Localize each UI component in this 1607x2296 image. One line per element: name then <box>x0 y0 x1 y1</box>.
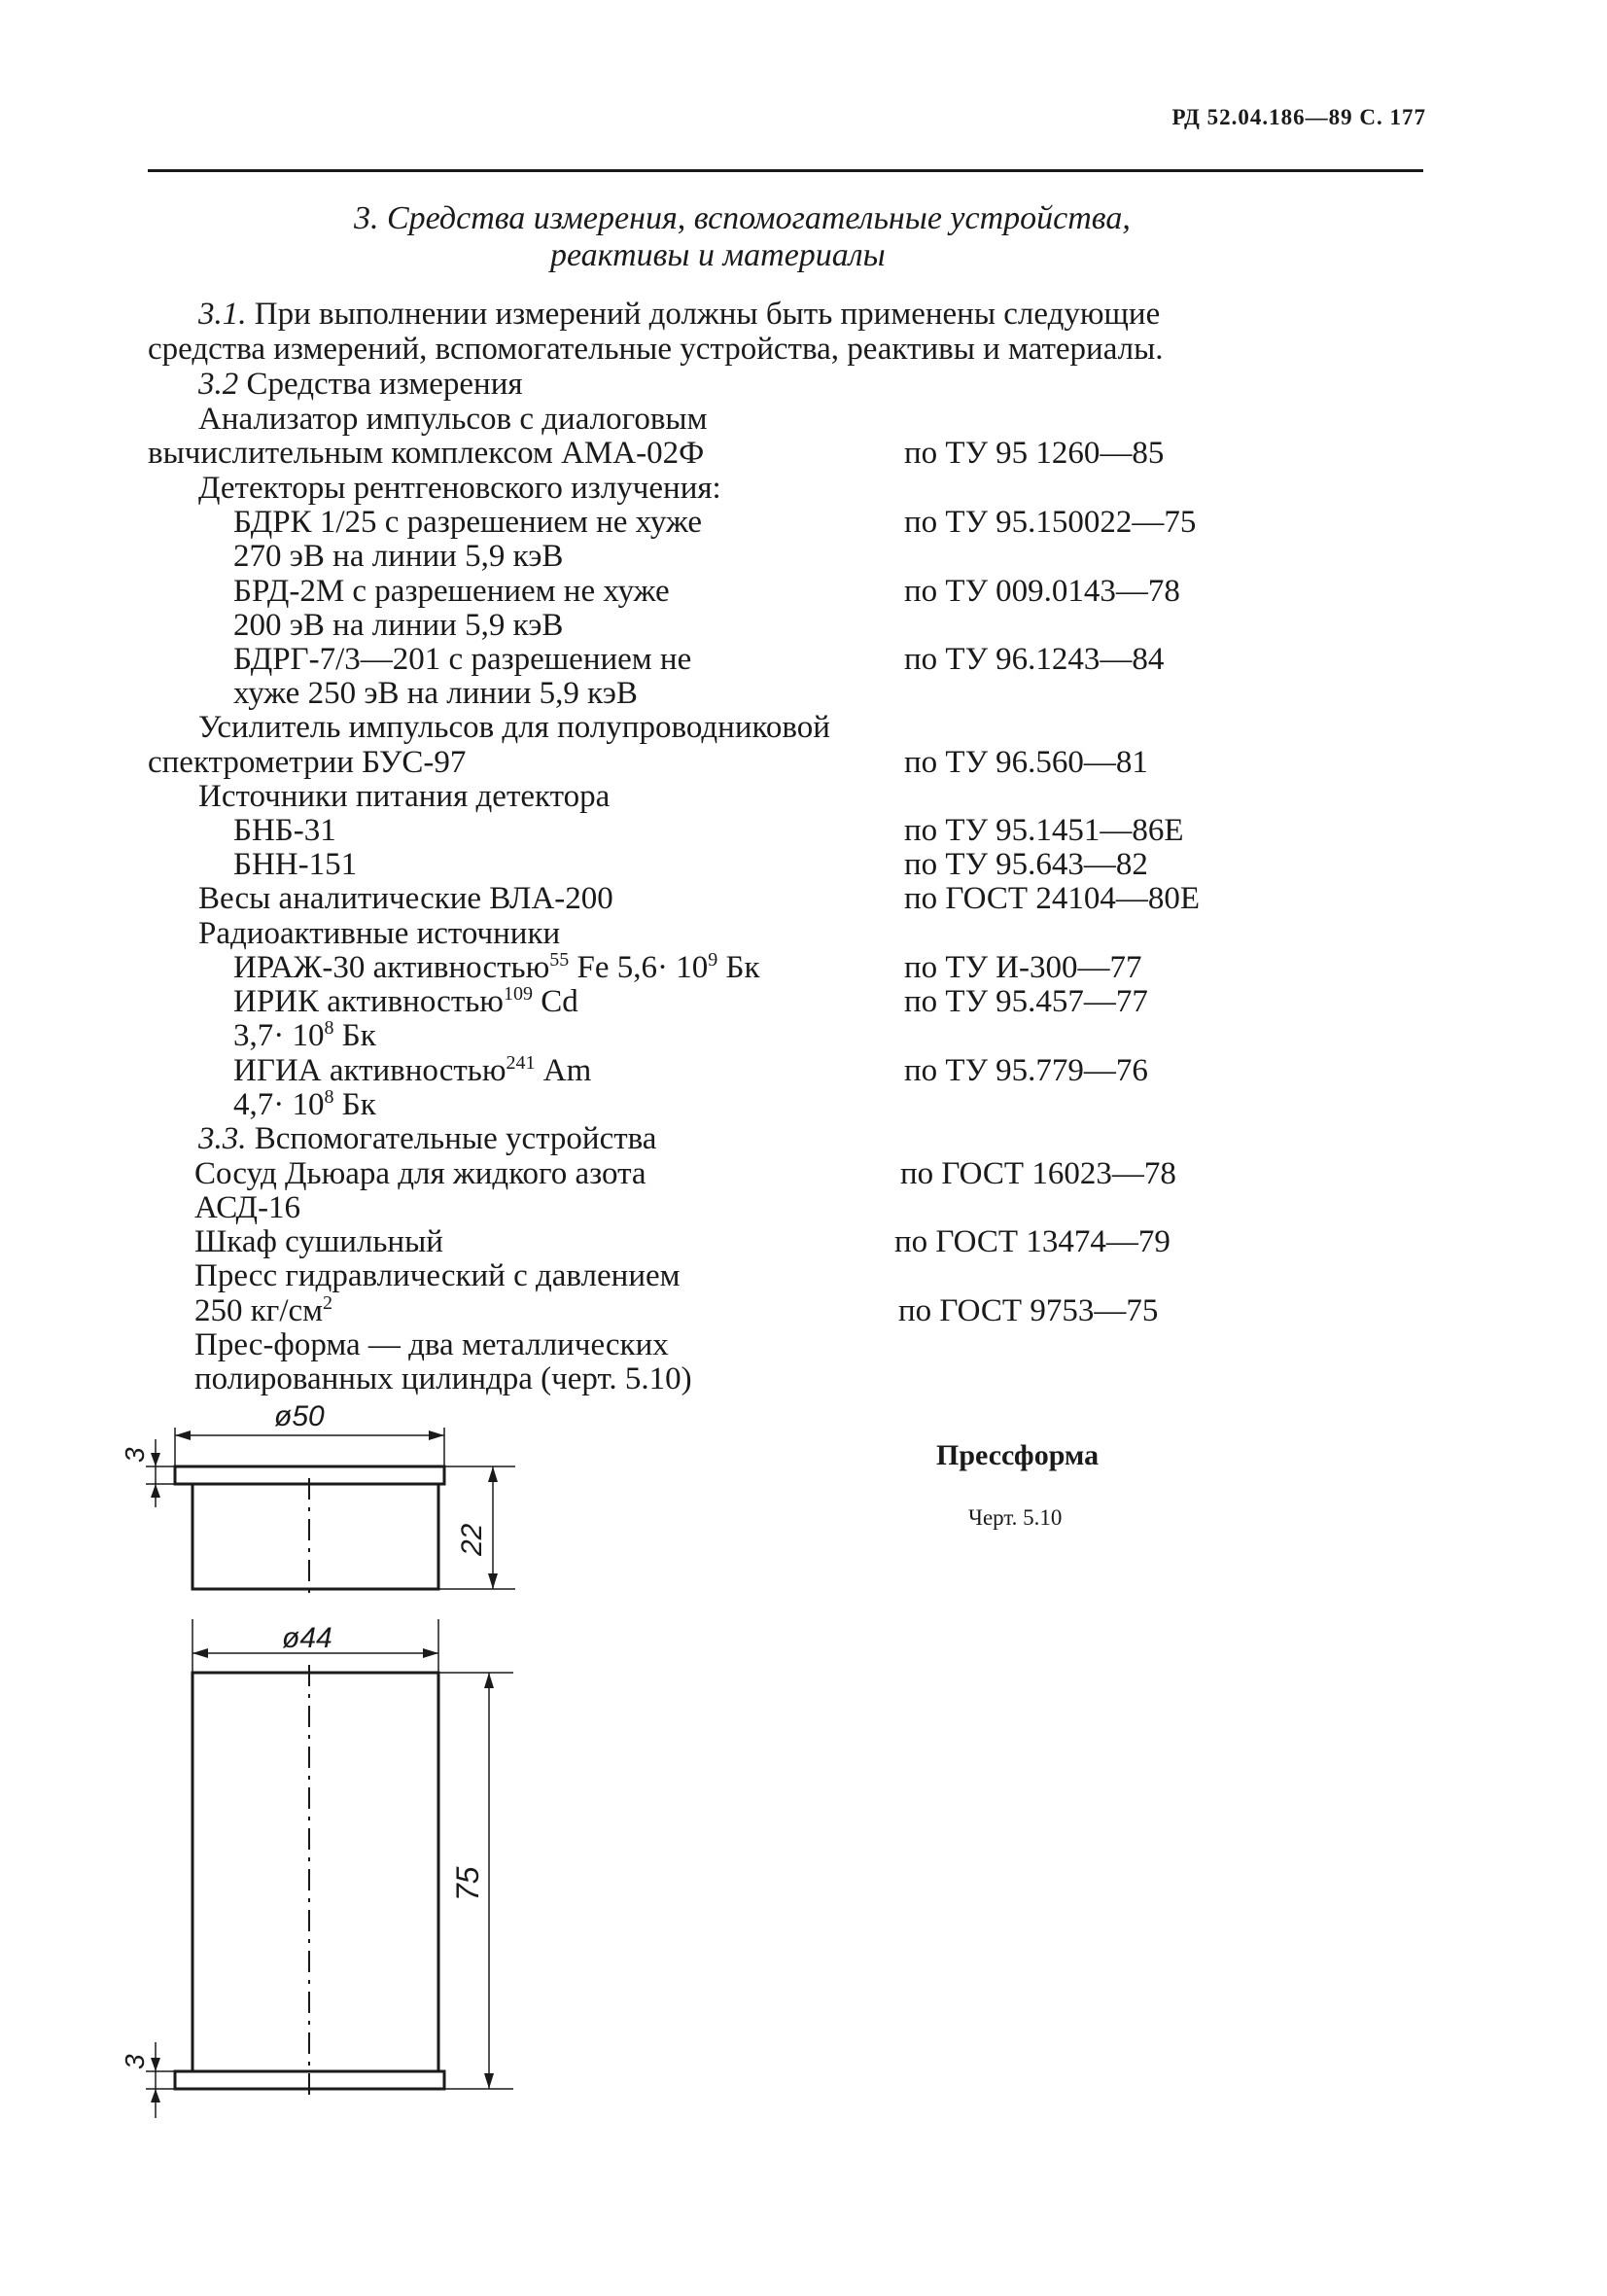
item-standard-ref: по ТУ 95.150022—75 <box>904 505 1197 540</box>
top-height-label: 22 <box>456 1523 488 1556</box>
item-text: Детекторы рентгеновского излучения: <box>198 471 721 506</box>
paragraph-3-1-line2: средства измерений, вспомогательные устройства, реактивы и материалы. <box>148 332 1164 367</box>
item-text: Анализатор импульсов с диалоговым <box>198 402 708 437</box>
item-text: 200 эВ на линии 5,9 кэВ <box>233 608 564 643</box>
item-standard-ref: по ТУ 96.1243—84 <box>904 642 1165 677</box>
item-standard-ref: по ГОСТ 9753—75 <box>898 1293 1159 1328</box>
item-text: Шкаф сушильный <box>194 1224 443 1259</box>
item-standard-ref: по ТУ 95 1260—85 <box>904 436 1165 471</box>
paragraph-text: Вспомогательные устройства <box>254 1121 657 1156</box>
section-title-line2: реактивы и материалы <box>550 237 886 273</box>
activity-value: $3,7\cdot 10^8$ Бк <box>233 1017 376 1053</box>
item-standard-ref: по ТУ 95.457—77 <box>904 984 1148 1019</box>
item-standard-ref: по ТУ 95.1451—86Е <box>904 813 1184 848</box>
bottom-rim-label: 3 <box>120 2054 150 2069</box>
item-text: Усилитель импульсов для полупроводниковой <box>198 710 830 745</box>
item-text: БНН-151 <box>233 847 358 882</box>
item-text: Сосуд Дьюара для жидкого азота <box>194 1156 646 1191</box>
paragraph-text: При выполнении измерений должны быть применены следующие <box>254 297 1161 332</box>
top-rim-label: 3 <box>120 1447 150 1463</box>
section-title-line1: 3. Средства измерения, вспомогательные устройства, <box>354 200 1131 236</box>
item-text: Пресс гидравлический с давлением <box>194 1258 681 1293</box>
item-text: БДРГ-7/3—201 с разрешением не <box>233 642 692 677</box>
source-igia: ИГИА активностью$^{241}$ Am <box>233 1052 592 1088</box>
item-standard-ref: по ТУ 009.0143—78 <box>904 574 1180 609</box>
item-text: хуже 250 эВ на линии 5,9 кэВ <box>233 676 638 711</box>
figure-label: Прессформа <box>936 1439 1100 1471</box>
item-standard-ref: по ТУ И-300—77 <box>904 950 1142 985</box>
item-text: Прес-форма — два металлических <box>194 1327 669 1362</box>
source-irik: ИРИК активностью$^{109}$ Cd <box>233 983 578 1019</box>
item-standard-ref: по ТУ 95.643—82 <box>904 847 1148 882</box>
item-standard-ref: по ГОСТ 13474—79 <box>894 1224 1170 1259</box>
item-text: БНБ-31 <box>233 813 336 848</box>
item-text: Весы аналитические ВЛА-200 <box>198 881 613 916</box>
item-text: спектрометрии БУС-97 <box>148 745 467 780</box>
source-iraj: ИРАЖ-30 активностью$^{55}$ Fe $5,6\cdot 10^9$ Бк <box>233 949 760 985</box>
bottom-diameter-label: ø44 <box>282 1622 332 1654</box>
item-text: вычислительным комплексом АМА-02Ф <box>148 436 705 471</box>
item-standard-ref: по ТУ 96.560—81 <box>904 745 1148 780</box>
bottom-height-label: 75 <box>450 1866 485 1901</box>
running-header: РД 52.04.186—89 С. 177 <box>1171 105 1426 129</box>
figure-caption: Черт. 5.10 <box>968 1505 1063 1530</box>
top-cylinder-body <box>192 1484 438 1589</box>
item-text: БРД-2М с разрешением не хуже <box>233 574 670 609</box>
press-pressure: 250 $кг/см^2$ <box>194 1292 333 1328</box>
item-text: Радиоактивные источники <box>198 916 561 951</box>
item-standard-ref: по ГОСТ 16023—78 <box>900 1156 1176 1191</box>
item-text: 270 эВ на линии 5,9 кэВ <box>233 539 564 574</box>
item-text: Источники питания детектора <box>198 779 611 814</box>
item-standard-ref: по ТУ 95.779—76 <box>904 1053 1148 1088</box>
paragraph-number: 3.3. <box>198 1121 247 1156</box>
top-diameter-label: ø50 <box>274 1400 325 1432</box>
paragraph-number: 3.2 <box>198 367 239 402</box>
item-standard-ref: по ГОСТ 24104—80Е <box>904 881 1200 916</box>
top-cylinder <box>146 1428 515 1600</box>
item-text: БДРК 1/25 с разрешением не хуже <box>233 505 702 540</box>
paragraph-text: Средства измерения <box>246 367 523 402</box>
bottom-cylinder-body <box>192 1673 438 2071</box>
item-text: АСД-16 <box>194 1190 301 1225</box>
item-text: полированных цилиндра (черт. 5.10) <box>194 1361 692 1396</box>
paragraph-number: 3.1. <box>198 297 247 332</box>
activity-value: $4,7\cdot 10^8$ Бк <box>233 1086 376 1122</box>
